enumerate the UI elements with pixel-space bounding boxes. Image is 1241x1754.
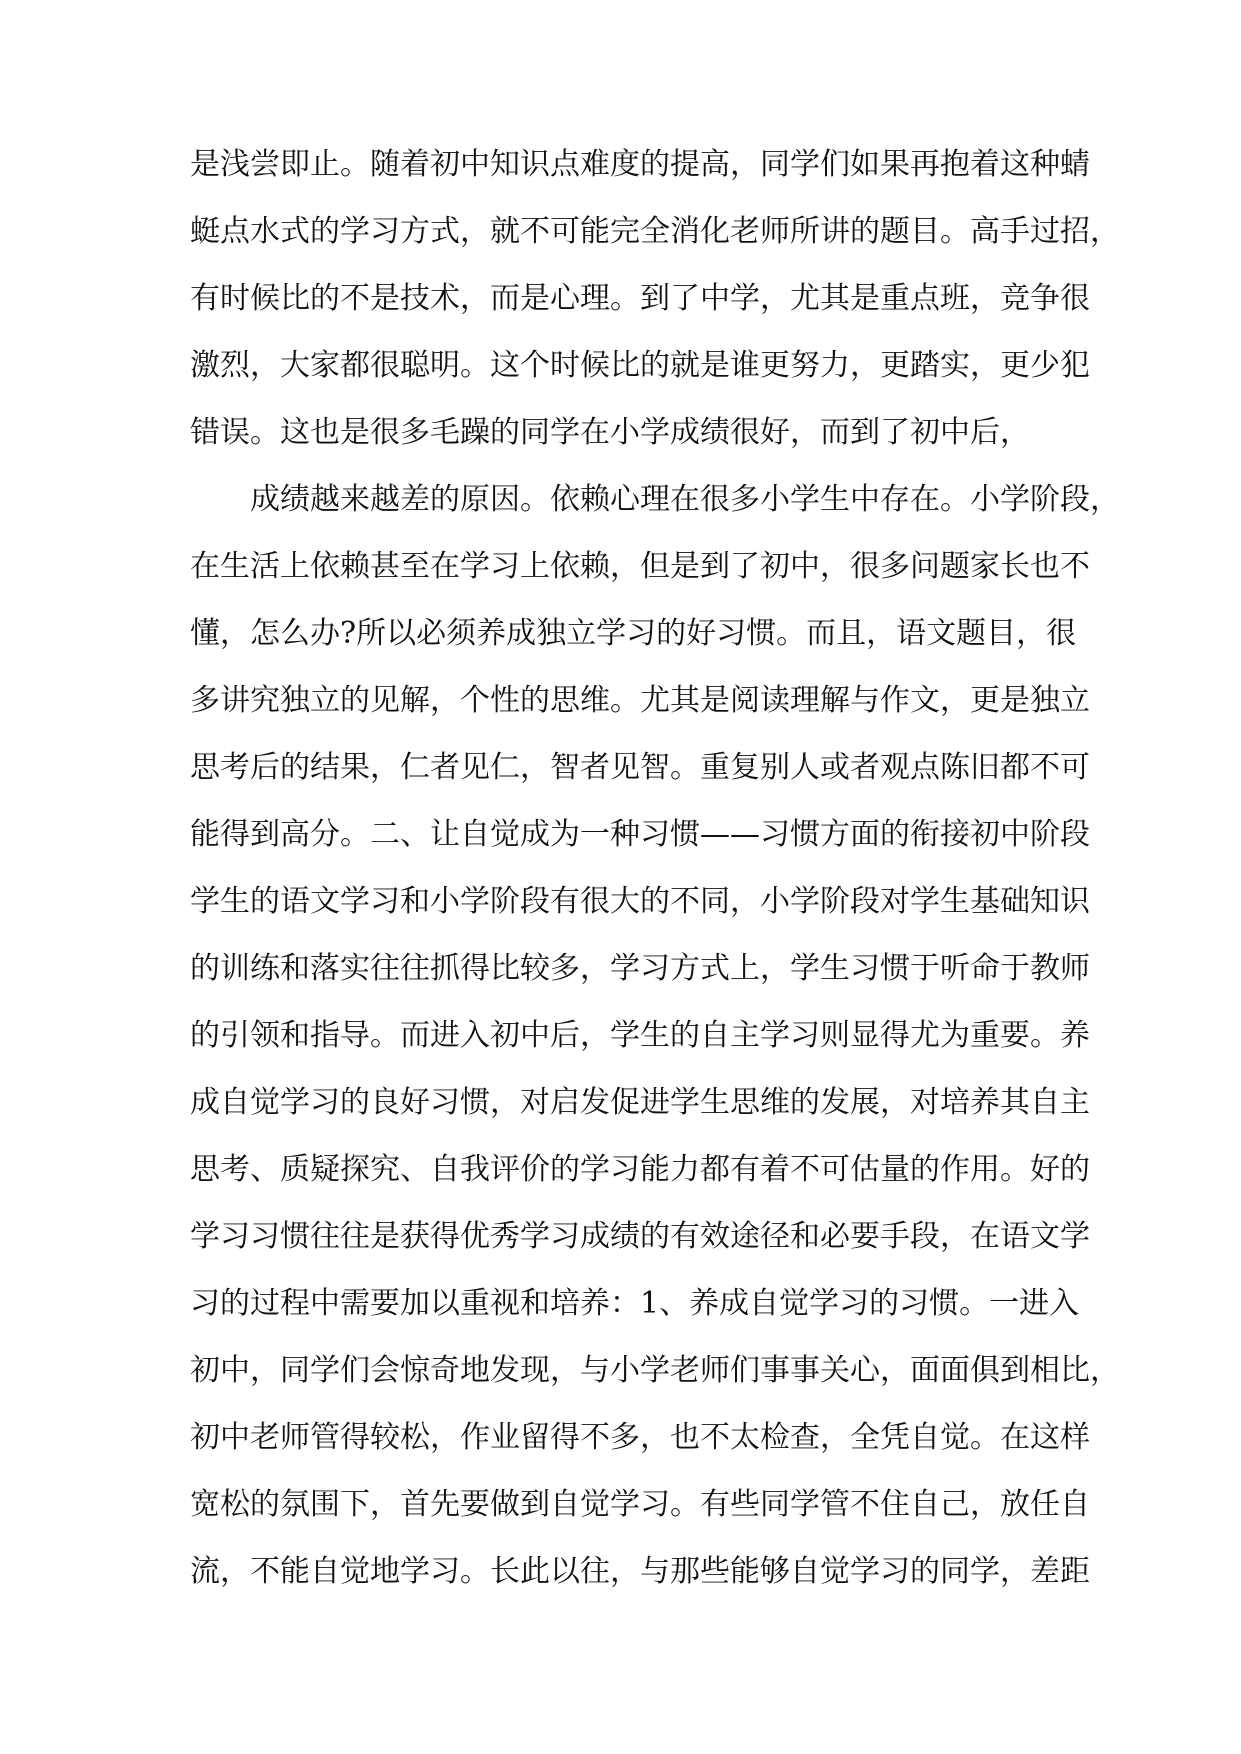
text-line: 在生活上依赖甚至在学习上依赖，但是到了初中，很多问题家长也不 [190,549,1090,584]
text-line: 是浅尝即止。随着初中知识点难度的提高，同学们如果再抱着这种蜻 [190,147,1090,182]
text-line: 多讲究独立的见解，个性的思维。尤其是阅读理解与作文，更是独立 [190,683,1090,718]
text-line: 习的过程中需要加以重视和培养：1、养成自觉学习的习惯。一进入 [190,1286,1080,1321]
text-line: 流，不能自觉地学习。长此以往，与那些能够自觉学习的同学，差距 [190,1554,1090,1589]
text-line: 能得到高分。二、让自觉成为一种习惯——习惯方面的衔接初中阶段 [190,817,1090,852]
text-line: 错误。这也是很多毛躁的同学在小学成绩很好，而到了初中后， [190,415,1030,450]
text-line: 初中，同学们会惊奇地发现，与小学老师们事事关心，面面俱到相比， [190,1353,1120,1388]
text-line: 蜓点水式的学习方式，就不可能完全消化老师所讲的题目。高手过招， [190,214,1120,249]
text-line: 的引领和指导。而进入初中后，学生的自主学习则显得尤为重要。养 [190,1018,1090,1053]
text-line: 思考、质疑探究、自我评价的学习能力都有着不可估量的作用。好的 [190,1152,1090,1187]
paragraph-first-line: 成绩越来越差的原因。依赖心理在很多小学生中存在。小学阶段， [250,482,1120,517]
text-line: 有时候比的不是技术，而是心理。到了中学，尤其是重点班，竞争很 [190,281,1090,316]
text-line: 学习习惯往往是获得优秀学习成绩的有效途径和必要手段，在语文学 [190,1219,1090,1254]
text-line: 初中老师管得较松，作业留得不多，也不太检查，全凭自觉。在这样 [190,1420,1090,1455]
text-line: 激烈，大家都很聪明。这个时候比的就是谁更努力，更踏实，更少犯 [190,348,1090,383]
text-line: 思考后的结果，仁者见仁，智者见智。重复别人或者观点陈旧都不可 [190,750,1090,785]
text-line: 学生的语文学习和小学阶段有很大的不同，小学阶段对学生基础知识 [190,884,1090,919]
text-line: 成自觉学习的良好习惯，对启发促进学生思维的发展，对培养其自主 [190,1085,1090,1120]
text-line: 的训练和落实往往抓得比较多，学习方式上，学生习惯于听命于教师 [190,951,1090,986]
text-line: 懂，怎么办?所以必须养成独立学习的好习惯。而且，语文题目，很 [190,616,1077,651]
text-line: 宽松的氛围下，首先要做到自觉学习。有些同学管不住自己，放任自 [190,1487,1090,1522]
